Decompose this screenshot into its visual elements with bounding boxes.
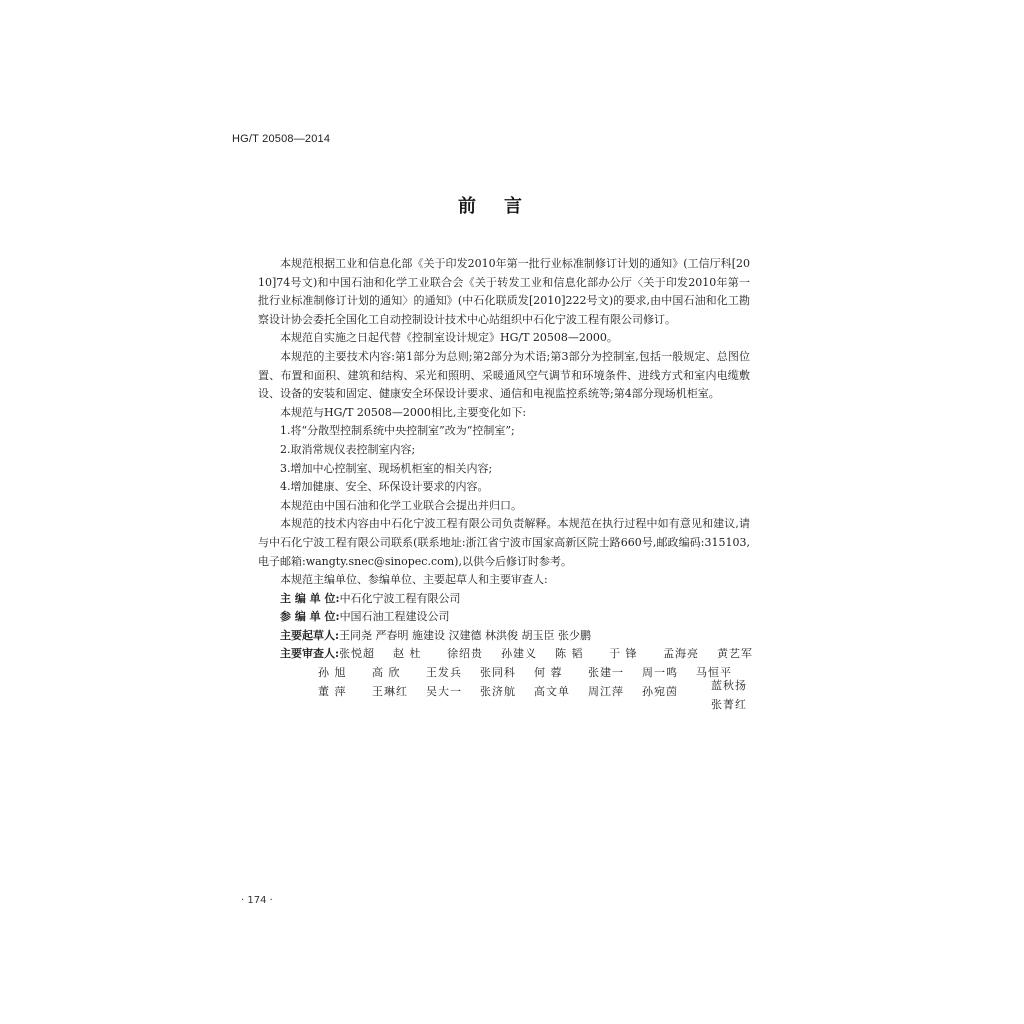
- reviewer-name: 徐绍贵: [447, 647, 484, 661]
- paragraph-proposer: 本规范由中国石油和化学工业联合会提出并归口。: [280, 498, 522, 512]
- chief-editor-value: 中石化宁波工程有限公司: [339, 591, 461, 605]
- reviewer-name: 周江萍: [588, 684, 624, 698]
- reviewer-name: 黄艺军: [717, 647, 754, 661]
- change-item-1: 1.将“分散型控制系统中央控制室”改为“控制室”;: [280, 424, 515, 438]
- reviewer-name: 何 蓉: [534, 666, 563, 680]
- reviewer-name: 董 萍: [318, 684, 347, 698]
- reviewer-name: 吴大一: [426, 684, 462, 698]
- reviewer-name: 张济航: [480, 684, 516, 698]
- change-item-3: 3.增加中心控制室、现场机柜室的相关内容;: [280, 461, 493, 475]
- participant-label: 参 编 单 位:: [280, 610, 340, 624]
- paragraph-changes-intro: 本规范与HG/T 20508—2000相比,主要变化如下:: [280, 405, 527, 419]
- reviewer-name: 马恒平: [696, 666, 732, 680]
- drafters-value: 王同尧 严春明 施建设 汉建德 林洪俊 胡玉臣 张少鹏: [339, 628, 592, 642]
- reviewer-name: 孙建义: [501, 647, 538, 661]
- participant-row: [258, 608, 750, 627]
- reviewers-grid-row-3: [318, 683, 750, 702]
- change-item-4: 4.增加健康、安全、环保设计要求的内容。: [280, 480, 489, 494]
- chief-editor-label: 主 编 单 位:: [280, 591, 340, 605]
- reviewer-name: 张同科: [480, 666, 516, 680]
- drafters-row: [258, 627, 750, 646]
- chief-editor-row: [258, 590, 750, 609]
- reviewer-name-last: 蓝秋扬: [711, 679, 747, 692]
- paragraph-contributors-intro: 本规范主编单位、参编单位、主要起草人和主要审查人:: [280, 573, 548, 587]
- participant-value: 中国石油工程建设公司: [339, 610, 450, 624]
- reviewer-name: 孙宛茵: [642, 684, 678, 698]
- reviewer-name: 孟海亮: [663, 647, 700, 661]
- paragraph-interpretation: 本规范的技术内容由中石化宁波工程有限公司负责解释。本规范在执行过程中如有意见和建议,请与中石化宁波工程有限公司联系(联系地址:浙江省宁波市国家高新区院士路660号,邮政编码:315103,电子邮箱:wangty.snec@sinopec.com),以供今后修订时参考。: [258, 517, 750, 568]
- paragraph-contents: 本规范的主要技术内容:第1部分为总则;第2部分为术语;第3部分为控制室,包括一般规定、总图位置、布置和面积、建筑和结构、采光和照明、采暖通风空气调节和环境条件、进线方式和室内电缆敷设、设备的安装和固定、健康安全环保设计要求、通信和电视监控系统等;第4部分现场机柜室。: [258, 349, 750, 401]
- reviewer-name-last-2: 张菁红: [711, 698, 747, 711]
- reviewer-name: 于 锋: [609, 647, 638, 661]
- title-char-2: 言: [504, 196, 522, 217]
- reviewers-grid-row-2: [318, 664, 750, 683]
- reviewers-indent: [280, 664, 318, 683]
- reviewer-name: 高 欣: [372, 666, 401, 680]
- preface-body: [258, 255, 754, 701]
- title-char-1: 前: [458, 196, 476, 217]
- drafters-label: 主要起草人:: [280, 628, 340, 642]
- reviewer-name: 张建一: [588, 666, 624, 680]
- standard-code: HG/T 20508—2014: [232, 133, 331, 145]
- paragraph-replacement: 本规范自实施之日起代替《控制室设计规定》HG/T 20508—2000。: [280, 331, 618, 345]
- reviewer-name: 周一鸣: [642, 666, 678, 680]
- paragraph-basis: 本规范根据工业和信息化部《关于印发2010年第一批行业标准制修订计划的通知》(工信厅科[2010]74号文)和中国石油和化学工业联合会《关于转发工业和信息化部办公厅〈关于印发2010年第一批行业标准制修订计划的通知〉的通知》(中石化联质发[2010]222号文)的要求,由中国石油和化工勘察设计协会委托全国化工自动控制设计技术中心站组织中石化宁波工程有限公司修订。: [258, 257, 750, 326]
- reviewers-block: [258, 645, 754, 701]
- reviewer-name: 孙 旭: [318, 666, 347, 680]
- reviewer-name: 王琳红: [372, 684, 408, 698]
- reviewer-name: 张悦超: [339, 647, 376, 661]
- reviewer-name: 陈 韬: [555, 647, 584, 661]
- reviewers-indent-2: [280, 683, 318, 702]
- reviewer-name: 高文单: [534, 684, 570, 698]
- reviewers-grid: [339, 645, 771, 664]
- page-number: · 174 ·: [241, 895, 273, 906]
- reviewer-name: 王发兵: [426, 666, 462, 680]
- reviewers-label: 主要审查人:: [280, 647, 340, 661]
- reviewer-name: 赵 杜: [393, 647, 422, 661]
- change-item-2: 2.取消常规仪表控制室内容;: [280, 442, 416, 456]
- page-title: [0, 192, 980, 218]
